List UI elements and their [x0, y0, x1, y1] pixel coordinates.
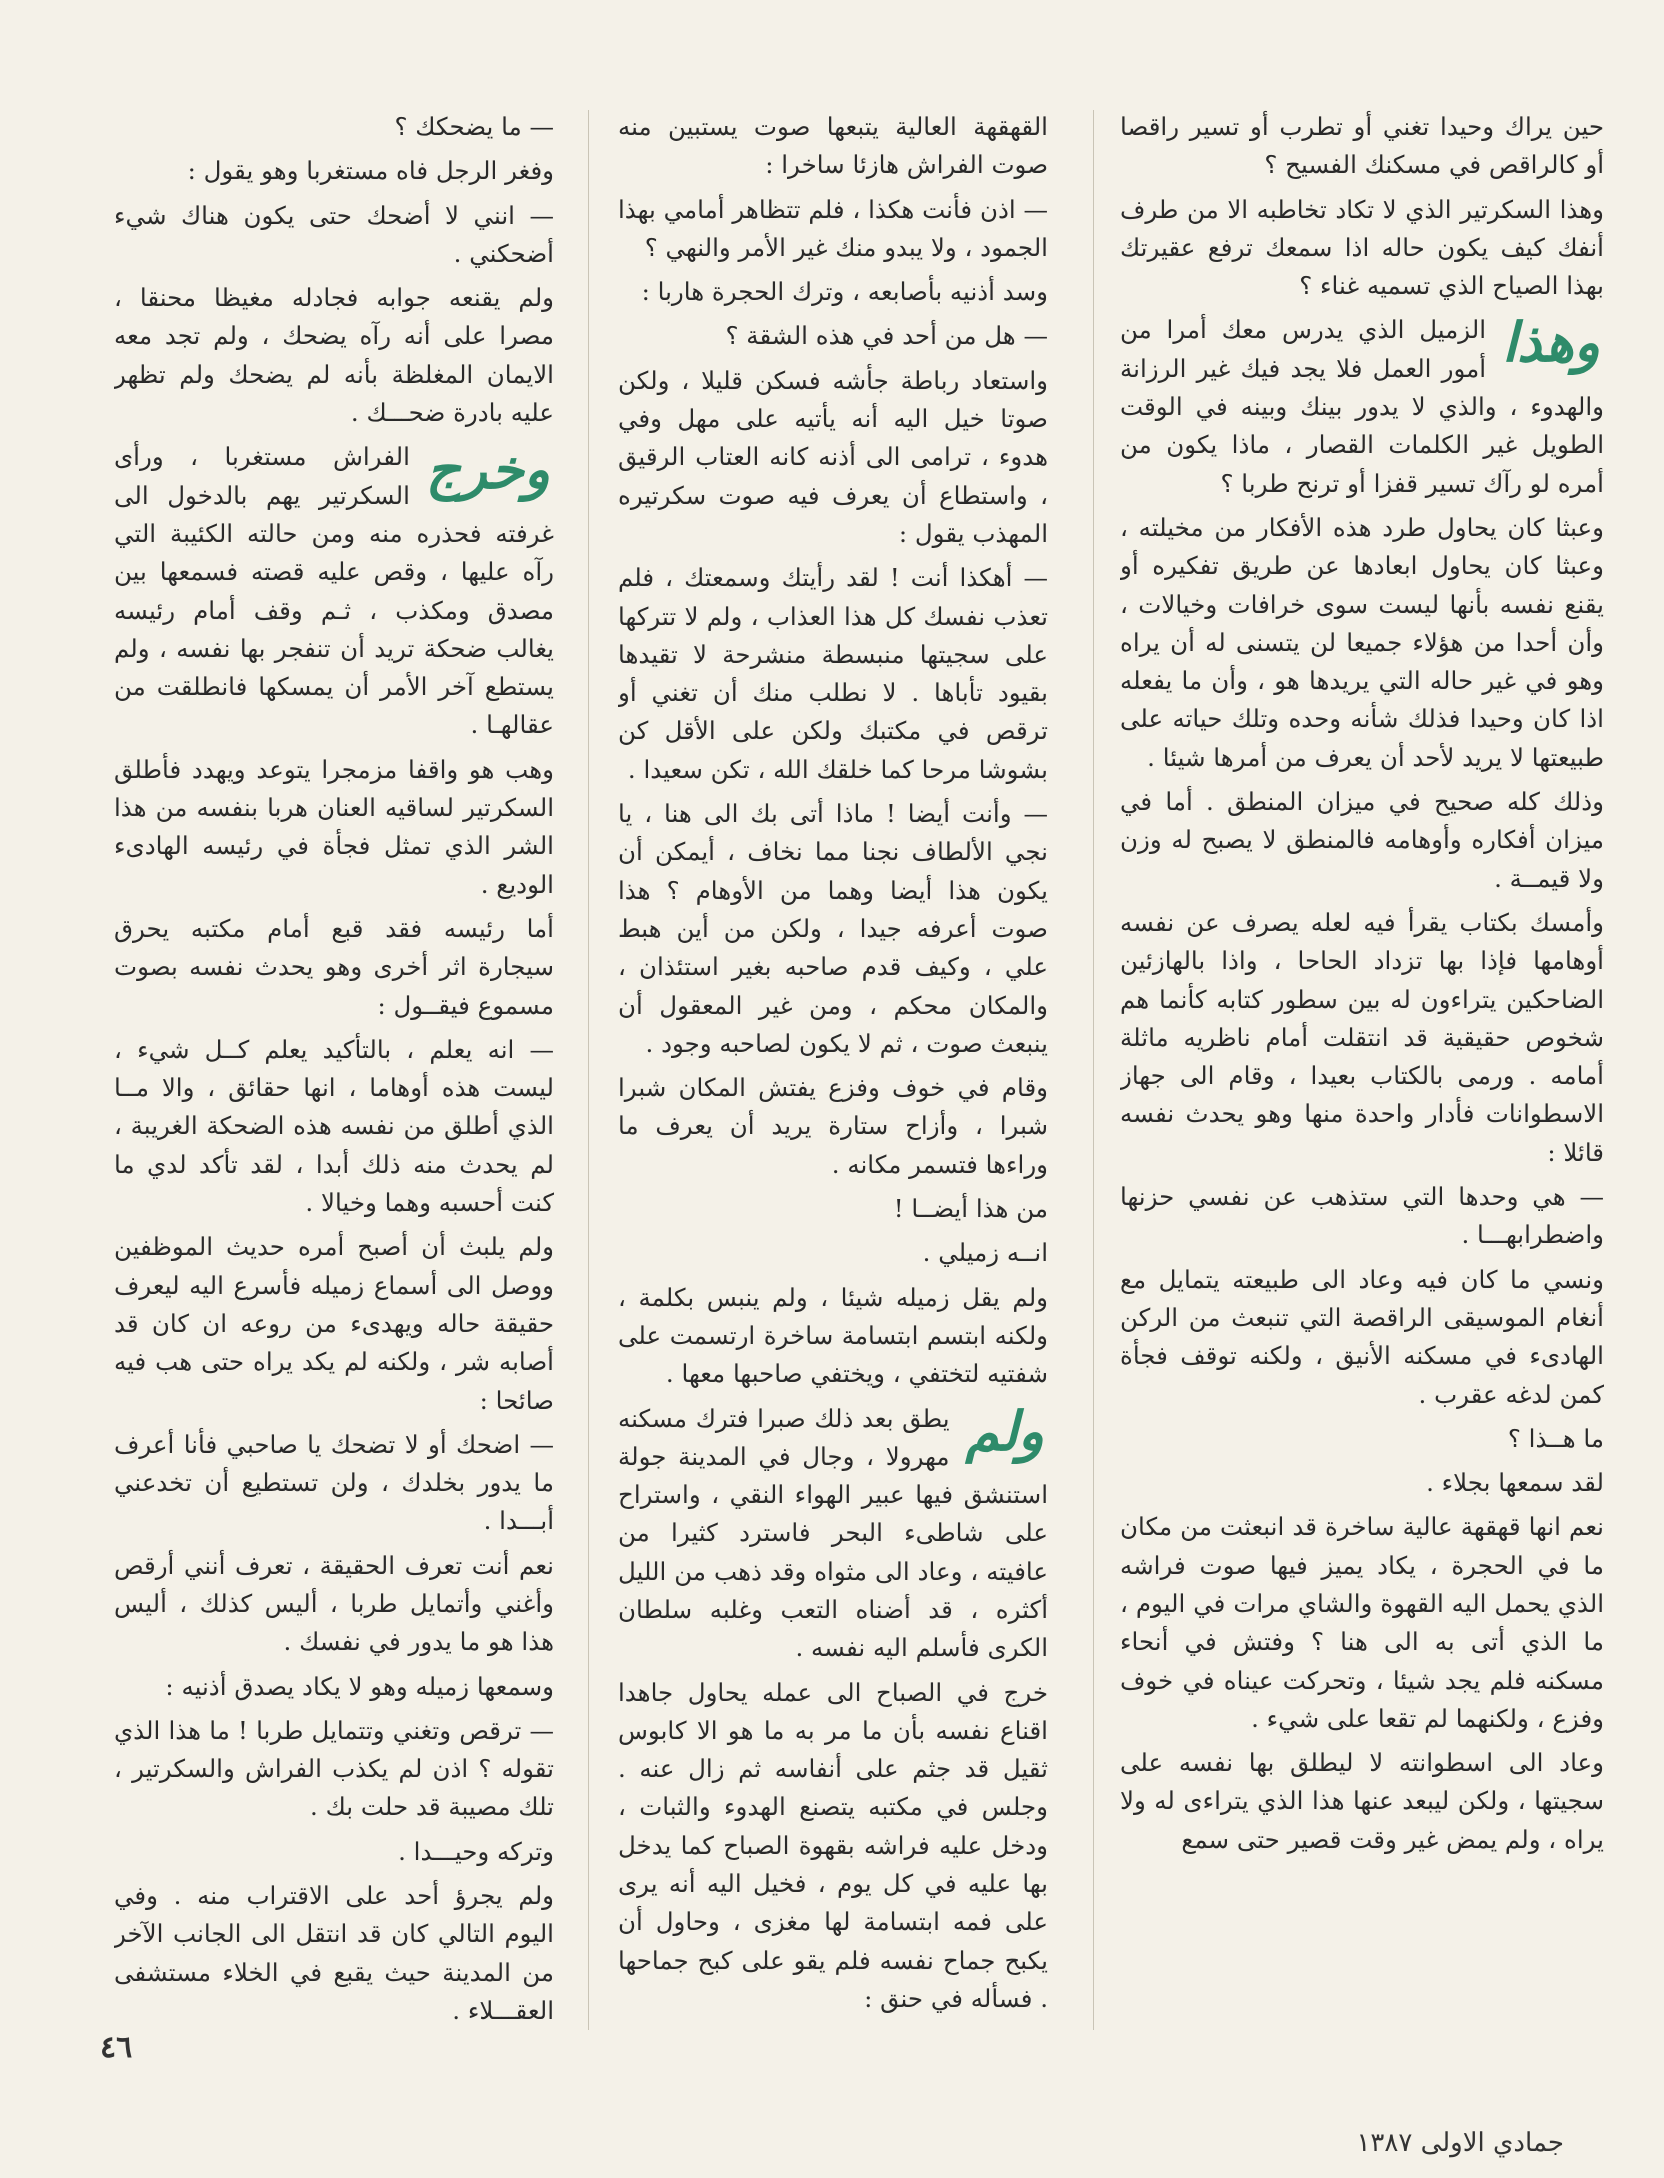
- drop-cap-word: وهذا: [1502, 310, 1600, 375]
- paragraph-text: وهب هو واقفا مزمجرا يتوعد ويهدد فأطلق السكرتير لساقيه العنان هربا بنفسه من هذا الشر الذي تمثل فجأة في رئيسه الهادىء الوديع .: [114, 754, 554, 899]
- paragraph-text: — ما يضحكك ؟: [394, 112, 554, 141]
- column-divider: [1093, 110, 1094, 2030]
- paragraph: [618, 1400, 1048, 1668]
- paragraph: [114, 1877, 554, 2030]
- paragraph: [618, 317, 1048, 355]
- paragraph: [1120, 509, 1604, 777]
- paragraph: [1120, 1508, 1604, 1738]
- paragraph: [1120, 108, 1604, 185]
- paragraph-text: انــه زميلي .: [922, 1238, 1048, 1268]
- paragraph: [1120, 1178, 1604, 1255]
- paragraph: [114, 108, 554, 146]
- paragraph: [114, 152, 554, 190]
- paragraph: [114, 1712, 554, 1827]
- paragraph: [114, 1031, 554, 1222]
- paragraph: [1120, 311, 1604, 502]
- paragraph: [618, 273, 1048, 311]
- column-left: [114, 108, 554, 2058]
- paragraph-text: ولم يلبث أن أصبح أمره حديث الموظفين ووصل الى أسماع زميله فأسرع اليه ليعرف حقيقة حاله ويهدىء من روعه ان كان قد أصابه شر ، ولكنه لم يكد يراه حتى هب فيه صائحا :: [114, 1232, 554, 1415]
- paragraph-text: القهقهة العالية يتبعها صوت يستبين منه صوت الفراش هازئا ساخرا :: [618, 112, 1048, 180]
- column-right: [1120, 108, 1604, 2058]
- paragraph-text: — وأنت أيضا ! ماذا أتى بك الى هنا ، يا نجي الألطاف نجنا مما نخاف ، أيمكن أن يكون هذا أيضا وهما من الأوهام ؟ هذا صوت أعرفه جيدا ، ولكن من أين هبط علي ، وكيف قدم صاحبه بغير استئذان ، والمكان محكم ، ومن غير المعقول أن ينبعث صوت ، ثم لا يكون لصاحبه وجود .: [618, 799, 1048, 1058]
- paragraph-text: وسد أذنيه بأصابعه ، وترك الحجرة هاربا :: [641, 277, 1048, 307]
- paragraph: [618, 362, 1048, 553]
- paragraph: [114, 1833, 554, 1871]
- paragraph-text: — اذن فأنت هكذا ، فلم تتظاهر أمامي بهذا الجمود ، ولا يبدو منك غير الأمر والنهي ؟: [618, 194, 1048, 262]
- paragraph: [618, 1190, 1048, 1228]
- paragraph-text: نعم أنت تعرف الحقيقة ، تعرف أنني أرقص وأغني وأتمايل طربا ، أليس كذلك ، أليس هذا هو ما يدور في نفسك .: [114, 1550, 554, 1657]
- paragraph: [618, 191, 1048, 268]
- paragraph: [1120, 1261, 1604, 1414]
- paragraph-text: وأمسك بكتاب يقرأ فيه لعله يصرف عن نفسه أوهامها فإذا بها تزداد الحاحا ، واذا بالهازئين الضاحكين يتراءون له بين سطور كتابه كأنما هم شخوص حقيقية قد انتقلت أمام ناظريه ماثلة أمامه . ورمى بالكتاب بعيدا ، وقام الى جهاز الاسطوانات فأدار واحدة منها وهو يحدث نفسه قائلا :: [1120, 907, 1604, 1167]
- drop-cap-word: ولم: [965, 1398, 1044, 1463]
- paragraph-text: — هي وحدها التي ستذهب عن نفسي حزنها واضطرابهـــا .: [1120, 1182, 1604, 1250]
- paragraph-text: وهذا السكرتير الذي لا تكاد تخاطبه الا من طرف أنفك كيف يكون حاله اذا سمعك ترفع عقيرتك بهذا الصياح الذي تسميه غناء ؟: [1120, 194, 1604, 301]
- paragraph: [114, 751, 554, 904]
- paragraph-text: وسمعها زميله وهو لا يكاد يصدق أذنيه :: [165, 1671, 554, 1701]
- column-divider: [588, 110, 589, 2030]
- paragraph: [114, 1228, 554, 1419]
- paragraph-text: ولم يقنعه جوابه فجادله مغيظا محنقا ، مصرا على أنه رآه يضحك ، ولم تجد معه الايمان المغلظة بأنه لم يضحك ولم تظهر عليه بادرة ضحـــك .: [114, 283, 554, 428]
- paragraph: [114, 197, 554, 274]
- paragraph-text: — انني لا أضحك حتى يكون هناك شيء أضحكني .: [114, 200, 554, 268]
- paragraph: [618, 1674, 1048, 2019]
- paragraph-text: ولم يجرؤ أحد على الاقتراب منه . وفي اليوم التالي كان قد انتقل الى الجانب الآخر من المدينة حيث يقبع في الخلاء مستشفى العقـــلاء .: [114, 1881, 554, 2025]
- paragraph-text: وفغر الرجل فاه مستغربا وهو يقول :: [187, 156, 554, 186]
- paragraph-text: الفراش مستغربا ، ورأى السكرتير يهم بالدخول الى غرفته فحذره منه ومن حالته الكئيبة التي رآه عليها ، وقص عليه قصته فسمعها بين مصدق ومكذب ، ثـم وقف أمام رئيسه يغالب ضحكة تريد أن تنفجر بها نفسه ، ولم يستطع آخر الأمر أن يمسكها فانطلقت من عقالهـا .: [114, 442, 554, 740]
- paragraph-text: وعبثا كان يحاول طرد هذه الأفكار من مخيلته ، وعبثا كان يحاول ابعادها عن طريق تفكيره أو يقنع نفسه بأنها ليست سوى خرافات وخيالات ، وأن أحدا من هؤلاء جميعا لن يتسنى له أن يراه وهو في غير حاله التي يريدها هو ، وأن ما يفعله اذا كان وحيدا فذلك شأنه وحده وتلك حياته على طبيعتها لا يريد لأحد أن يعرف من أمرها شيئا .: [1120, 512, 1604, 772]
- paragraph-text: — أهكذا أنت ! لقد رأيتك وسمعتك ، فلم تعذب نفسك كل هذا العذاب ، ولم لا تتركها على سجيتها منبسطة منشرحة لا تقيدها بقيود تأباها . لا نطلب منك أن تغني أو ترقص في مكتبك ولكن على الأقل كن بشوشا مرحا كما خلقك الله ، تكن سعيدا .: [618, 563, 1048, 784]
- drop-cap-word: وخرج: [425, 437, 550, 502]
- paragraph-text: — ترقص وتغني وتتمايل طربا ! ما هذا الذي تقوله ؟ اذن لم يكذب الفراش والسكرتير ، تلك مصيبة قد حلت بك .: [114, 1715, 554, 1822]
- paragraph-text: خرج في الصباح الى عمله يحاول جاهدا اقناع نفسه بأن ما مر به ما هو الا كابوس ثقيل قد جثم على أنفاسه ثم زال عنه . وجلس في مكتبه يتصنع الهدوء والثبات ، ودخل عليه فراشه بقهوة الصباح كما يدخل بها عليه في كل يوم ، فخيل اليه أنه يرى على فمه ابتسامة لها مغزى ، وحاول أن يكبح جماح نفسه فلم يقو على كبح جماحها . فسأله في حنق :: [618, 1677, 1048, 2013]
- paragraph: [114, 1426, 554, 1541]
- paragraph: [1120, 904, 1604, 1172]
- paragraph-text: وذلك كله صحيح في ميزان المنطق . أما في ميزان أفكاره وأوهامه فالمنطق لا يصبح له وزن ولا قيمــة .: [1120, 787, 1604, 893]
- paragraph: [1120, 783, 1604, 898]
- paragraph: [618, 108, 1048, 185]
- paragraph: [618, 1234, 1048, 1272]
- paragraph: [114, 1547, 554, 1662]
- paragraph-text: الزميل الذي يدرس معك أمرا من أمور العمل فلا يجد فيك غير الرزانة والهدوء ، والذي لا يدور بينك وبينه في الوقت الطويل غير الكلمات القصار ، ماذا يكون من أمره لو رآك تسير قفزا أو ترنح طربا ؟: [1120, 315, 1604, 498]
- paragraph: [1120, 1744, 1604, 1859]
- paragraph-text: وقام في خوف وفزع يفتش المكان شبرا شبرا ، وأزاح ستارة يريد أن يعرف ما وراءها فتسمر مكانه .: [618, 1073, 1048, 1179]
- paragraph: [618, 795, 1048, 1063]
- paragraph-text: لقد سمعها بجلاء .: [1426, 1468, 1604, 1498]
- paragraph-text: — اضحك أو لا تضحك يا صاحبي فأنا أعرف ما يدور بخلدك ، ولن تستطيع أن تخدعني أبـــدا .: [114, 1429, 554, 1536]
- paragraph: [618, 1069, 1048, 1184]
- paragraph-text: وتركه وحيـــدا .: [398, 1836, 554, 1866]
- column-middle: [618, 108, 1048, 2058]
- paragraph-text: — انه يعلم ، بالتأكيد يعلم كــل شيء ، ليست هذه أوهاما ، انها حقائق ، والا مــا الذي أطلق من نفسه هذه الضحكة الغريبة ، لم يحدث منه ذلك أبدا ، لقد تأكد لدي ما كنت أحسبه وهما وخيالا .: [114, 1034, 554, 1218]
- paragraph: [114, 279, 554, 432]
- paragraph-text: وعاد الى اسطوانته لا ليطلق بها نفسه على سجيتها ، ولكن ليبعد عنها هذا الذي يتراءى له ولا يراه ، ولم يمض غير وقت قصير حتى سمع: [1120, 1748, 1604, 1854]
- paragraph-text: يطق بعد ذلك صبرا فترك مسكنه مهرولا ، وجال في المدينة جولة استنشق فيها عبير الهواء النقي ، واستراح على شاطىء البحر فاسترد كثيرا من عافيته ، وعاد الى مثواه وقد ذهب من الليل أكثره ، قد أضناه التعب وغلبه سلطان الكرى فأسلم اليه نفسه .: [618, 1403, 1048, 1663]
- paragraph-text: من هذا أيضــا !: [893, 1194, 1048, 1224]
- paragraph-text: ونسي ما كان فيه وعاد الى طبيعته يتمايل مع أنغام الموسيقى الراقصة التي تنبعث من الركن الهادىء في مسكنه الأنيق ، ولكنه توقف فجأة كمن لدغه عقرب .: [1120, 1264, 1604, 1409]
- paragraph: [618, 559, 1048, 789]
- paragraph-text: واستعاد رباطة جأشه فسكن قليلا ، ولكن صوتا خيل اليه أنه يأتيه على مهل وفي هدوء ، ترامى الى أذنه كانه العتاب الرقيق ، واستطاع أن يعرف فيه صوت سكرتيره المهذب يقول :: [618, 365, 1048, 548]
- paragraph: [1120, 1420, 1604, 1458]
- paragraph: [114, 438, 554, 744]
- paragraph-text: — هل من أحد في هذه الشقة ؟: [725, 321, 1048, 351]
- paragraph: [1120, 191, 1604, 306]
- paragraph: [1120, 1464, 1604, 1502]
- paragraph-text: ولم يقل زميله شيئا ، ولم ينبس بكلمة ، ولكنه ابتسم ابتسامة ساخرة ارتسمت على شفتيه لتختفي ، ويختفي صاحبها معها .: [618, 1282, 1048, 1389]
- paragraph: [114, 910, 554, 1025]
- paragraph: [114, 1668, 554, 1706]
- paragraph-text: حين يراك وحيدا تغني أو تطرب أو تسير راقصا أو كالراقص في مسكنك الفسيح ؟: [1120, 112, 1604, 180]
- paragraph: [618, 1279, 1048, 1394]
- paragraph-text: ما هــذا ؟: [1507, 1423, 1604, 1453]
- paragraph-text: أما رئيسه فقد قبع أمام مكتبه يحرق سيجارة اثر أخرى وهو يحدث نفسه بصوت مسموع فيقــول :: [114, 913, 554, 1020]
- page-number: ٤٦: [100, 2030, 133, 2065]
- paragraph-text: نعم انها قهقهة عالية ساخرة قد انبعثت من مكان ما في الحجرة ، يكاد يميز فيها صوت فراشه الذي يحمل اليه القهوة والشاي مرات في اليوم ، ما الذي أتى به الى هنا ؟ وفتش في أنحاء مسكنه فلم يجد شيئا ، وتحركت عيناه في خوف وفزع ، ولكنهما لم تقعا على شيء .: [1120, 1512, 1604, 1733]
- issue-date: جمادي الاولى ١٣٨٧: [1356, 2128, 1564, 2158]
